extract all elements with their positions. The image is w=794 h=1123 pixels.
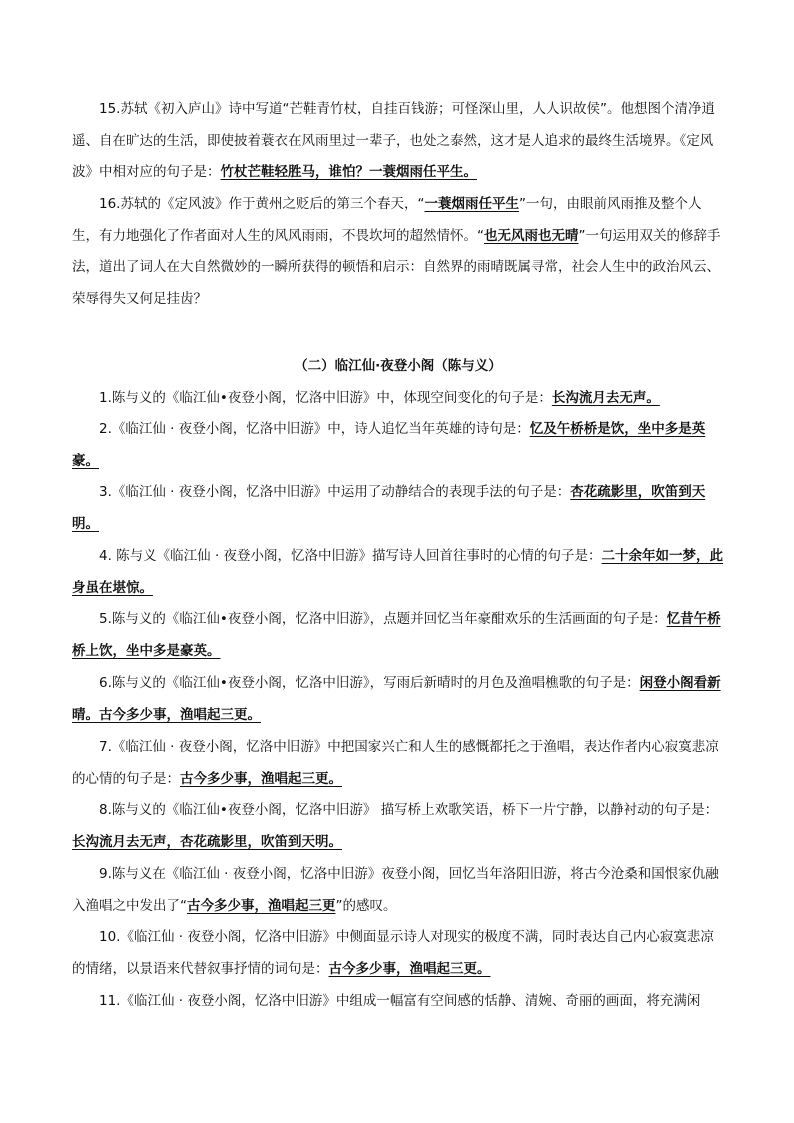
question-item [72, 604, 724, 667]
answer-text: 古今多少事，渔唱起三更。 [328, 960, 491, 977]
question-text: 7.《临江仙 · 夜登小阁，忆洛中旧游》中把国家兴亡和人生的感慨都托之于渔唱，表达作者内心寂寞悲凉的心情的句子是： [72, 739, 719, 787]
question-text: ”的感叹。 [335, 897, 397, 914]
question-text: 8.陈与义的《临江仙•夜登小阁，忆洛中旧游》 描写桥上欢歌笑语，桥下一片宁静，以静衬动的句子是： [99, 802, 719, 818]
answer-text: 长沟流月去无声，杏花疏影里，吹笛到天明。 [72, 833, 342, 850]
answer-text: 忆及午桥桥是饮，坐中多是英豪。 [72, 421, 706, 469]
question-item [72, 383, 724, 415]
question-text: ”一句运用双关的修辞手法，道出了词人在大自然微妙的一瞬所获得的顿悟和启示：自然界的雨晴既属寻常，社会人生中的政治风云、荣辱得失又何足挂齿？ [72, 227, 721, 307]
question-16 [72, 189, 724, 315]
question-text: 9.陈与义在《临江仙 · 夜登小阁，忆洛中旧游》夜登小阁，回忆当年洛阳旧游，将古今沧桑和国恨家仇融入渔唱之中发出了“ [72, 866, 719, 914]
answer-text: 竹杖芒鞋轻胜马，谁怕？一蓑烟雨任平生。 [220, 164, 477, 180]
section-title: （二）临江仙·夜登小阁（陈与义） [294, 358, 502, 374]
question-text: 3.《临江仙 · 夜登小阁，忆洛中旧游》中运用了动静结合的表现手法的句子是： [99, 484, 571, 500]
answer-text: 长沟流月去无声。 [551, 390, 660, 406]
answer-text: 一蓑烟雨任平生 [424, 196, 519, 212]
question-15 [72, 94, 724, 189]
answer-text: 也无风雨也无晴 [484, 227, 579, 244]
question-item [72, 414, 724, 477]
question-item [72, 668, 724, 731]
question-item [72, 477, 724, 540]
question-text: 2.《临江仙 · 夜登小阁，忆洛中旧游》中，诗人追忆当年英雄的诗句是： [99, 421, 530, 437]
question-text: 16.苏轼的《定风波》作于黄州之贬后的第三个春天，“ [99, 196, 425, 212]
question-text: 1.陈与义的《临江仙•夜登小阁，忆洛中旧游》中，体现空间变化的句子是： [99, 390, 552, 406]
answer-text: 杏花疏影里，吹笛到天明。 [72, 484, 706, 532]
question-text: 11.《临江仙 · 夜登小阁，忆洛中旧游》中组成一幅富有空间感的恬静、清婉、奇丽的画面，将充满闲 [99, 993, 701, 1009]
question-item [72, 986, 724, 1018]
answer-text: 古今多少事，渔唱起三更 [187, 897, 336, 914]
question-item [72, 541, 724, 604]
question-item [72, 795, 724, 858]
answer-text: 忆昔午桥桥上饮，坐中多是豪英。 [72, 611, 721, 659]
answer-text: 闲登小阁看新晴。古今多少事，渔唱起三更。 [72, 675, 721, 723]
answer-text: 二十余年如一梦，此身虽在堪惊。 [72, 548, 724, 596]
question-text: 4. 陈与义《临江仙 · 夜登小阁，忆洛中旧游》描写诗人回首往事时的心情的句子是： [99, 548, 602, 564]
question-item [72, 732, 724, 795]
question-item [72, 922, 724, 985]
question-text: 15.苏轼《初入庐山》诗中写道“芒鞋青竹杖，自挂百钱游；可怪深山里，人人识故侯”。他想图个清净逍遥、自在旷达的生活，即使披着蓑衣在风雨里过一辈子，也处之泰然，这才是人追求的最终生活境界。《定风波》中相对应的句子是： [72, 101, 715, 180]
question-item [72, 859, 724, 922]
question-text: ”一句，由眼前风雨推及整个人生，有力地强化了作者面对人生的风风雨雨，不畏坎坷的超然情怀。“ [72, 196, 702, 244]
question-text: 5.陈与义的《临江仙•夜登小阁，忆洛中旧游》，点题并回忆当年豪酣欢乐的生活画面的句子是： [99, 611, 667, 627]
answer-text: 古今多少事，渔唱起三更。 [180, 770, 342, 787]
question-text: 6.陈与义的《临江仙•夜登小阁，忆洛中旧游》，写雨后新晴时的月色及渔唱樵歌的句子是： [99, 675, 640, 691]
question-text: 10.《临江仙 · 夜登小阁，忆洛中旧游》中侧面显示诗人对现实的极度不满，同时表达自己内心寂寞悲凉的情绪，以景语来代替叙事抒情的词句是： [72, 929, 714, 977]
